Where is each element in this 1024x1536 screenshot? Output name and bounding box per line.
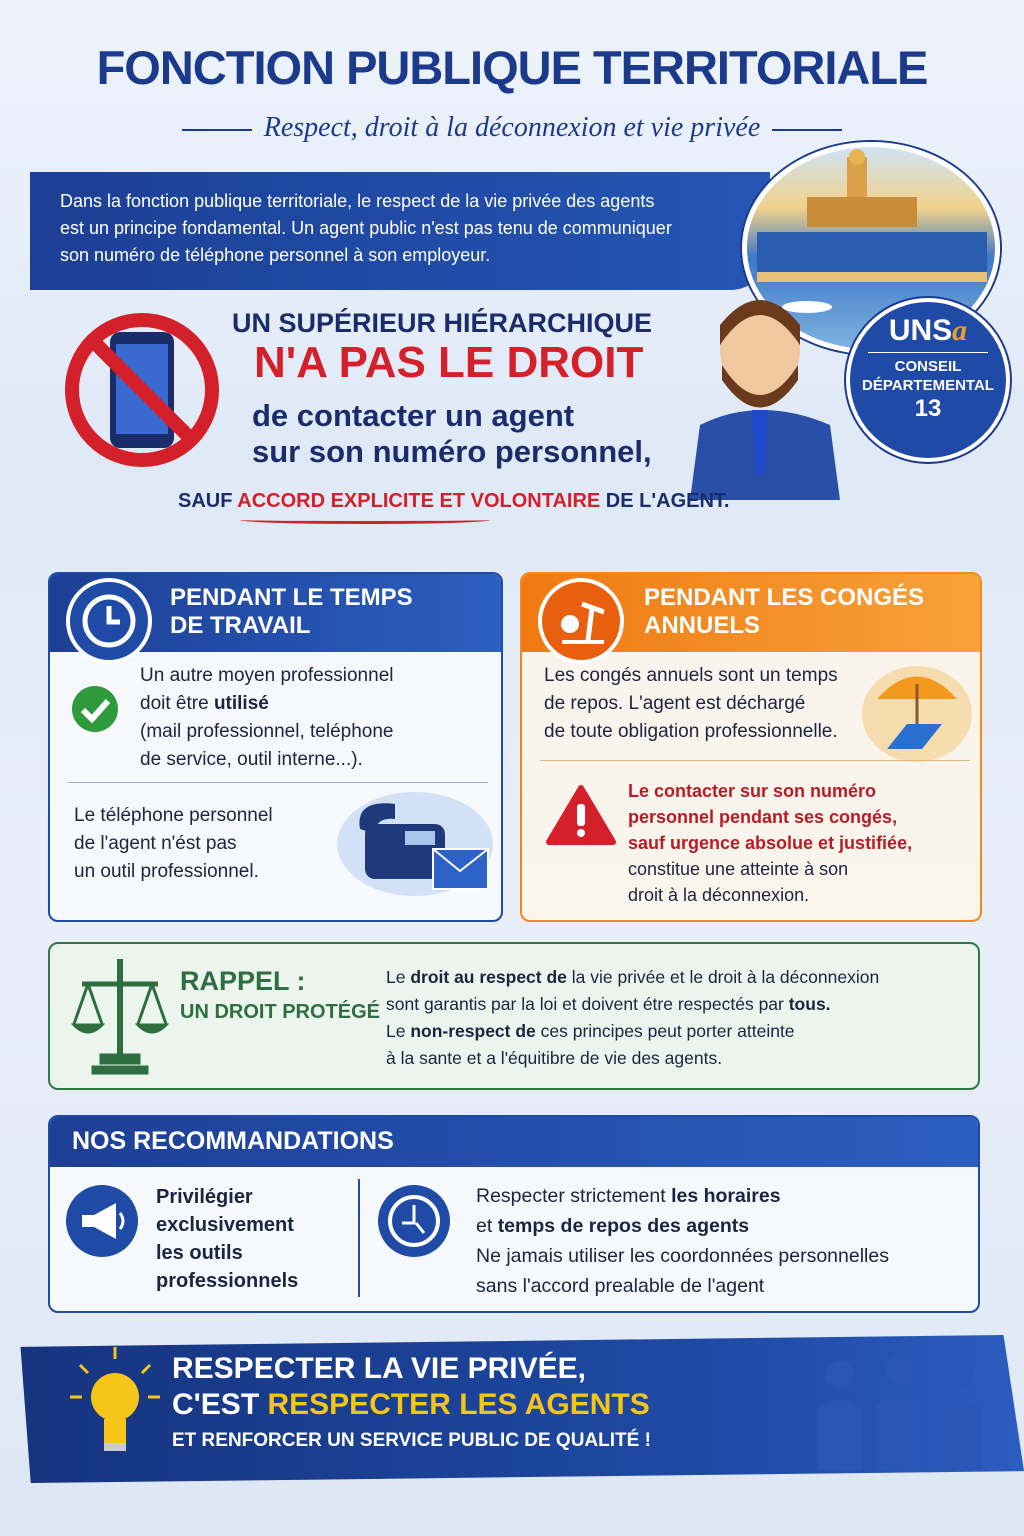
page-title: FONCTION PUBLIQUE TERRITORIALE [96,41,928,94]
unsa-badge [846,298,1010,462]
card-title: PENDANT LES CONGÉS [644,584,925,611]
annual-leave-card [520,572,982,922]
badge-number: 13 [914,395,942,422]
work-time-header [50,574,501,652]
recommendations-title: NOS RECOMMANDATIONS [50,1117,978,1167]
main-line: sur son numéro personnel, [252,434,652,469]
leave-text: Les congés annuels sont un temps de repos. L'agent est déchargé de toute obligation professionnelle. [544,665,838,742]
beach-sun-icon [538,578,624,664]
card-title: PENDANT LE TEMPS [170,584,413,611]
recommendation-schedule: Respecter strictement les horaires et temps de repos des agents Ne jamais utiliser les coordonnées personnelles sans l'accord prealable de l'agent [476,1185,889,1297]
card-title: DE TRAVAIL [170,612,311,639]
rappel-text: Le droit au respect de la vie privée et le droit à la déconnexion sont garantis par la loi et doivent étre respectés par tous. Le non-respect de ces principes peut porter atteinte à la sante et a l'équitibre de vie des agents. [386,967,880,1068]
intro-banner [30,172,770,290]
megaphone-icon [64,1183,140,1259]
intro-line: son numéro de téléphone personnel à son employeur. [60,245,491,265]
no-phone-icon [62,310,222,470]
closing-message: RESPECTER LA VIE PRIVÉE, C'EST RESPECTER LES AGENTS ET RENFORCER UN SERVICE PUBLIC DE QUALITÉ ! [172,1352,651,1451]
main-heading-body [252,398,652,470]
manager-illustration [680,285,845,500]
personal-phone-text: Le téléphone personnel de l'agent n'ést pas un outil professionnel. [74,805,273,882]
unsa-logo: UNSa [888,314,968,347]
badge-line: CONSEIL [894,358,962,375]
intro-line: est un principe fondamental. Un agent public n'est pas tenu de communiquer [60,218,672,238]
clock-icon [66,578,152,664]
exception-line: SAUF ACCORD EXPLICITE ET VOLONTAIRE DE L'AGENT. [178,490,730,512]
red-underline [240,516,490,524]
rappel-card [48,942,980,1090]
desk-phone-mail-icon [335,789,495,899]
work-time-card [48,572,503,922]
beach-umbrella-icon [857,654,972,764]
main-line: de contacter un agent [252,398,575,433]
page-subtitle: Respect, droit à la déconnexion et vie privée [0,112,1024,144]
intro-line: Dans la fonction publique territoriale, le respect de la vie privée des agents [60,191,655,211]
main-heading-line1: UN SUPÉRIEUR HIÉRARCHIQUE [232,308,653,338]
warning-icon [546,784,616,846]
lightbulb-icon [70,1345,160,1465]
badge-line: DÉPARTEMENTAL [862,377,994,394]
checkmark-icon [70,684,120,734]
annual-leave-header [522,574,980,652]
card-title: ANNUELS [644,612,761,639]
agents-group-icon [800,1350,1000,1470]
main-heading-line2: N'A PAS LE DROIT [254,338,644,387]
leave-warning-text: Le contacter sur son numéro personnel pendant ses congés, sauf urgence absolue et justifiée, constitue une atteinte à son droit à la déconnexion. [628,781,913,905]
clock-icon [376,1183,452,1259]
rappel-heading: RAPPEL : UN DROIT PROTÉGÉ [180,966,381,1023]
work-time-text: Un autre moyen professionnel doit être utilisé (mail professionnel, teléphone de service, outil interne...). [140,665,394,770]
recommendation-tools: Privilégier exclusivement les outils professionnels [156,1186,299,1292]
scales-of-justice-icon [70,954,170,1079]
recommendations-card [48,1115,980,1313]
